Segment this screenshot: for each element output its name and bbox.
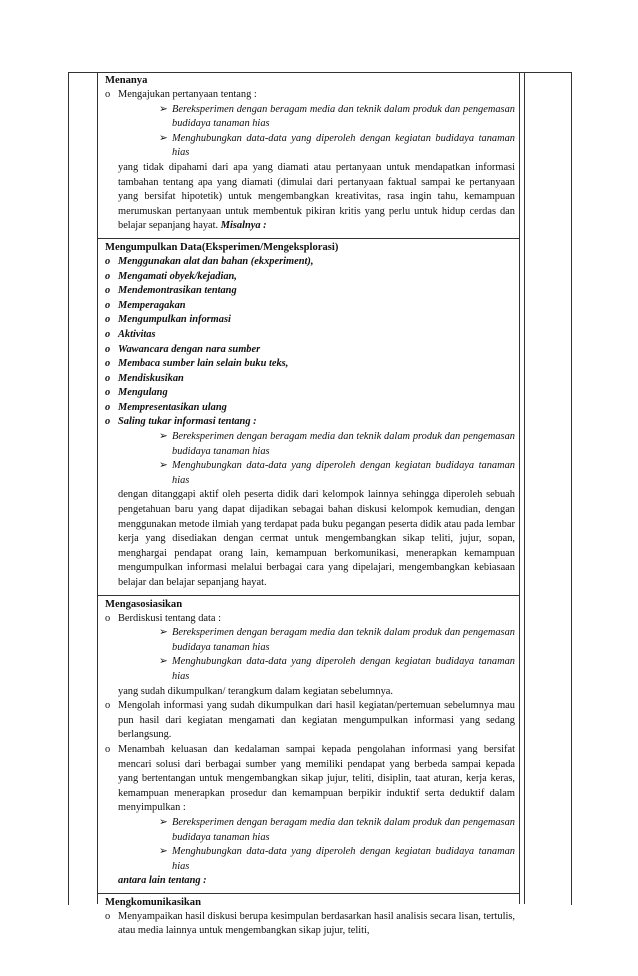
list-item: o Mengumpulkan informasi (105, 313, 515, 328)
section-title: Mengkomunikasikan (105, 896, 201, 908)
arrow-bullet-icon: ➢ (159, 846, 168, 858)
left-column (68, 72, 98, 904)
list-item: o Menyampaikan hasil diskusi berupa kesimpulan berdasarkan hasil analisis secara lisan, tertulis, atau media lainnya untuk mengembangkan sikap jujur, teliti, (105, 910, 515, 939)
arrow-bullet-icon: ➢ (159, 816, 168, 828)
list-item: o Mengulang (105, 386, 515, 401)
list-item: o Mendiskusikan (105, 372, 515, 387)
arrow-bullet-icon: ➢ (159, 460, 168, 472)
section-mengumpulkan (98, 239, 519, 596)
paragraph: antara lain tentang : (118, 875, 207, 887)
section-mengkomunikasikan (98, 894, 519, 943)
list-item: o Berdiskusi tentang data : (105, 612, 515, 627)
paragraph: yang sudah dikumpulkan/ terangkum dalam kegiatan sebelumnya. (118, 685, 393, 697)
list-item: o Menambah keluasan dan kedalaman sampai kepada pengolahan informasi yang bersifat mencari solusi dari berbagai sumber yang memiliki pendapat yang berbeda sampai kepada yang bertentangan untuk mengembangkan sikap jujur, teliti, disiplin, taat aturan, kerja keras, kemampuan menerapkan prosedur dan kemampuan berpikir induktif serta deduktif dalam menyimpulkan : (105, 743, 515, 816)
arrow-bullet-icon: ➢ (159, 132, 168, 144)
section-mengasosiasikan (98, 596, 519, 894)
right-divider (519, 72, 525, 904)
arrow-bullet-icon: ➢ (159, 431, 168, 443)
arrow-item: ➢ Menghubungkan data-data yang diperoleh dengan kegiatan budidaya tanaman hias (159, 132, 515, 159)
section-title: Mengumpulkan Data(Eksperimen/Mengeksplorasi) (105, 241, 339, 253)
list-item: o Membaca sumber lain selain buku teks, (105, 357, 515, 372)
list-item: o Mempresentasikan ulang (105, 401, 515, 416)
list-item: o Memperagakan (105, 299, 515, 314)
list-item: o Wawancara dengan nara sumber (105, 343, 515, 358)
section-title: Mengasosiasikan (105, 598, 183, 610)
activity-cell (98, 72, 519, 937)
arrow-item: ➢ Bereksperimen dengan beragam media dan teknik dalam produk dan pengemasan budidaya tanaman hias (159, 431, 515, 457)
arrow-item: ➢ Menghubungkan data-data yang diperoleh dengan kegiatan budidaya tanaman hias (159, 656, 515, 682)
arrow-item: ➢ Bereksperimen dengan beragam media dan teknik dalam produk dan pengemasan budidaya tanaman hias (159, 103, 515, 130)
arrow-bullet-icon: ➢ (159, 103, 168, 115)
list-item: o Mengamati obyek/kejadian, (105, 270, 515, 285)
section-menanya (98, 72, 519, 239)
paragraph: yang tidak dipahami dari apa yang diamati atau pertanyaan untuk mendapatkan informasi tambahan tentang apa yang diamati (dimulai dari pertanyaan faktual sampai ke pertanyaan yang bersifat hipotetik) untuk mengembangkan kreativitas, rasa ingin tahu, kemampuan merumuskan pertanyaan untuk membentuk pikiran kritis yang perlu untuk hidup cerdas dan belajar sepanjang hayat. Misalnya : (118, 161, 515, 232)
arrow-bullet-icon: ➢ (159, 656, 168, 668)
list-item: o Aktivitas (105, 328, 515, 343)
list-item: o Mengajukan pertanyaan tentang : (105, 88, 515, 103)
arrow-item: ➢ Menghubungkan data-data yang diperoleh dengan kegiatan budidaya tanaman hias (159, 846, 515, 872)
list-item: o Mengolah informasi yang sudah dikumpulkan dari hasil kegiatan/pertemuan sebelumnya mau pun hasil dari kegiatan mengamati dan kegiatan mengumpulkan informasi yang sedang berlangsung. (105, 699, 515, 743)
paragraph: dengan ditanggapi aktif oleh peserta didik dari kelompok lainnya sehingga diperoleh sebuah pengetahuan baru yang dapat dijadikan sebagai bahan diskusi kelompok kemudian, dengan menggunakan metode ilmiah yang terdapat pada buku pegangan peserta didik atau pada lembar kerja yang disediakan dengan cermat untuk mengembangkan sikap teliti, jujur, sopan, menghargai pendapat orang lain, kemampuan berkomunikasi, menerapkan kemampuan mengumpulkan informasi melalui berbagai cara yang dipelajari, mengembangkan kebiasaan belajar dan belajar sepanjang hayat. (118, 489, 516, 588)
list-item: o Mendemontrasikan tentang (105, 284, 515, 299)
list-item: o Saling tukar informasi tentang : (105, 415, 515, 430)
list-item: o Menggunakan alat dan bahan (ekxperiment), (105, 255, 515, 270)
arrow-item: ➢ Bereksperimen dengan beragam media dan teknik dalam produk dan pengemasan budidaya tanaman hias (159, 816, 515, 843)
section-title: Menanya (105, 75, 148, 86)
arrow-bullet-icon: ➢ (159, 627, 168, 639)
arrow-item: ➢ Bereksperimen dengan beragam media dan teknik dalam produk dan pengemasan budidaya tanaman hias (159, 627, 515, 653)
arrow-item: ➢ Menghubungkan data-data yang diperoleh dengan kegiatan budidaya tanaman hias (159, 460, 515, 486)
